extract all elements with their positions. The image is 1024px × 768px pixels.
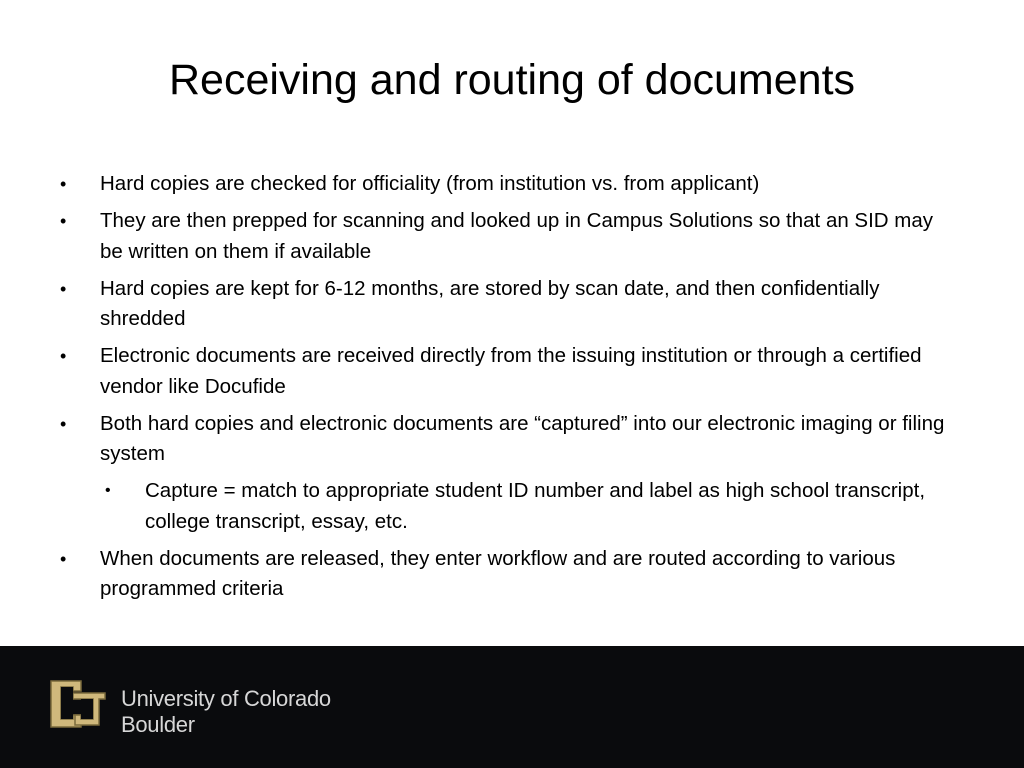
bullet-glyph: •: [60, 346, 67, 366]
bullet-text: When documents are released, they enter workflow and are routed according to various programmed criteria: [100, 546, 896, 600]
bullet-glyph: •: [60, 548, 67, 569]
bullet-glyph: •: [105, 482, 111, 499]
bullet-text: Capture = match to appropriate student ID number and label as high school transcript, college transcript, essay, etc.: [145, 479, 926, 533]
bullet-glyph: •: [60, 211, 67, 231]
bullet-glyph: •: [60, 174, 67, 194]
bullet-glyph: •: [60, 278, 67, 299]
bullet-item: [60, 341, 960, 402]
bullet-item: [60, 544, 960, 605]
bullet-text: Electronic documents are received directly from the issuing institution or through a certified vendor like Docufide: [100, 344, 922, 398]
bullet-item: [60, 274, 960, 335]
bullet-text: They are then prepped for scanning and looked up in Campus Solutions so that an SID may be written on them if available: [100, 209, 934, 263]
bullet-text: Hard copies are checked for officiality (from institution vs. from applicant): [100, 172, 760, 195]
slide-title: Receiving and routing of documents: [168, 56, 856, 104]
cu-logo-icon: [47, 675, 109, 733]
bullet-text: Both hard copies and electronic documents are “captured” into our electronic imaging or filing system: [100, 411, 945, 465]
org-name-line2: Boulder: [121, 712, 195, 737]
sub-bullet-item: [105, 476, 960, 537]
bullet-glyph: •: [60, 413, 67, 434]
bullet-text: Hard copies are kept for 6-12 months, are stored by scan date, and then confidentially shredded: [100, 276, 880, 330]
bullet-item: [60, 206, 960, 267]
bullet-list: [60, 169, 960, 611]
bullet-item: [60, 169, 960, 200]
org-name-line1: University of Colorado: [121, 686, 331, 711]
bullet-item: [60, 409, 960, 470]
org-name: [121, 686, 331, 738]
